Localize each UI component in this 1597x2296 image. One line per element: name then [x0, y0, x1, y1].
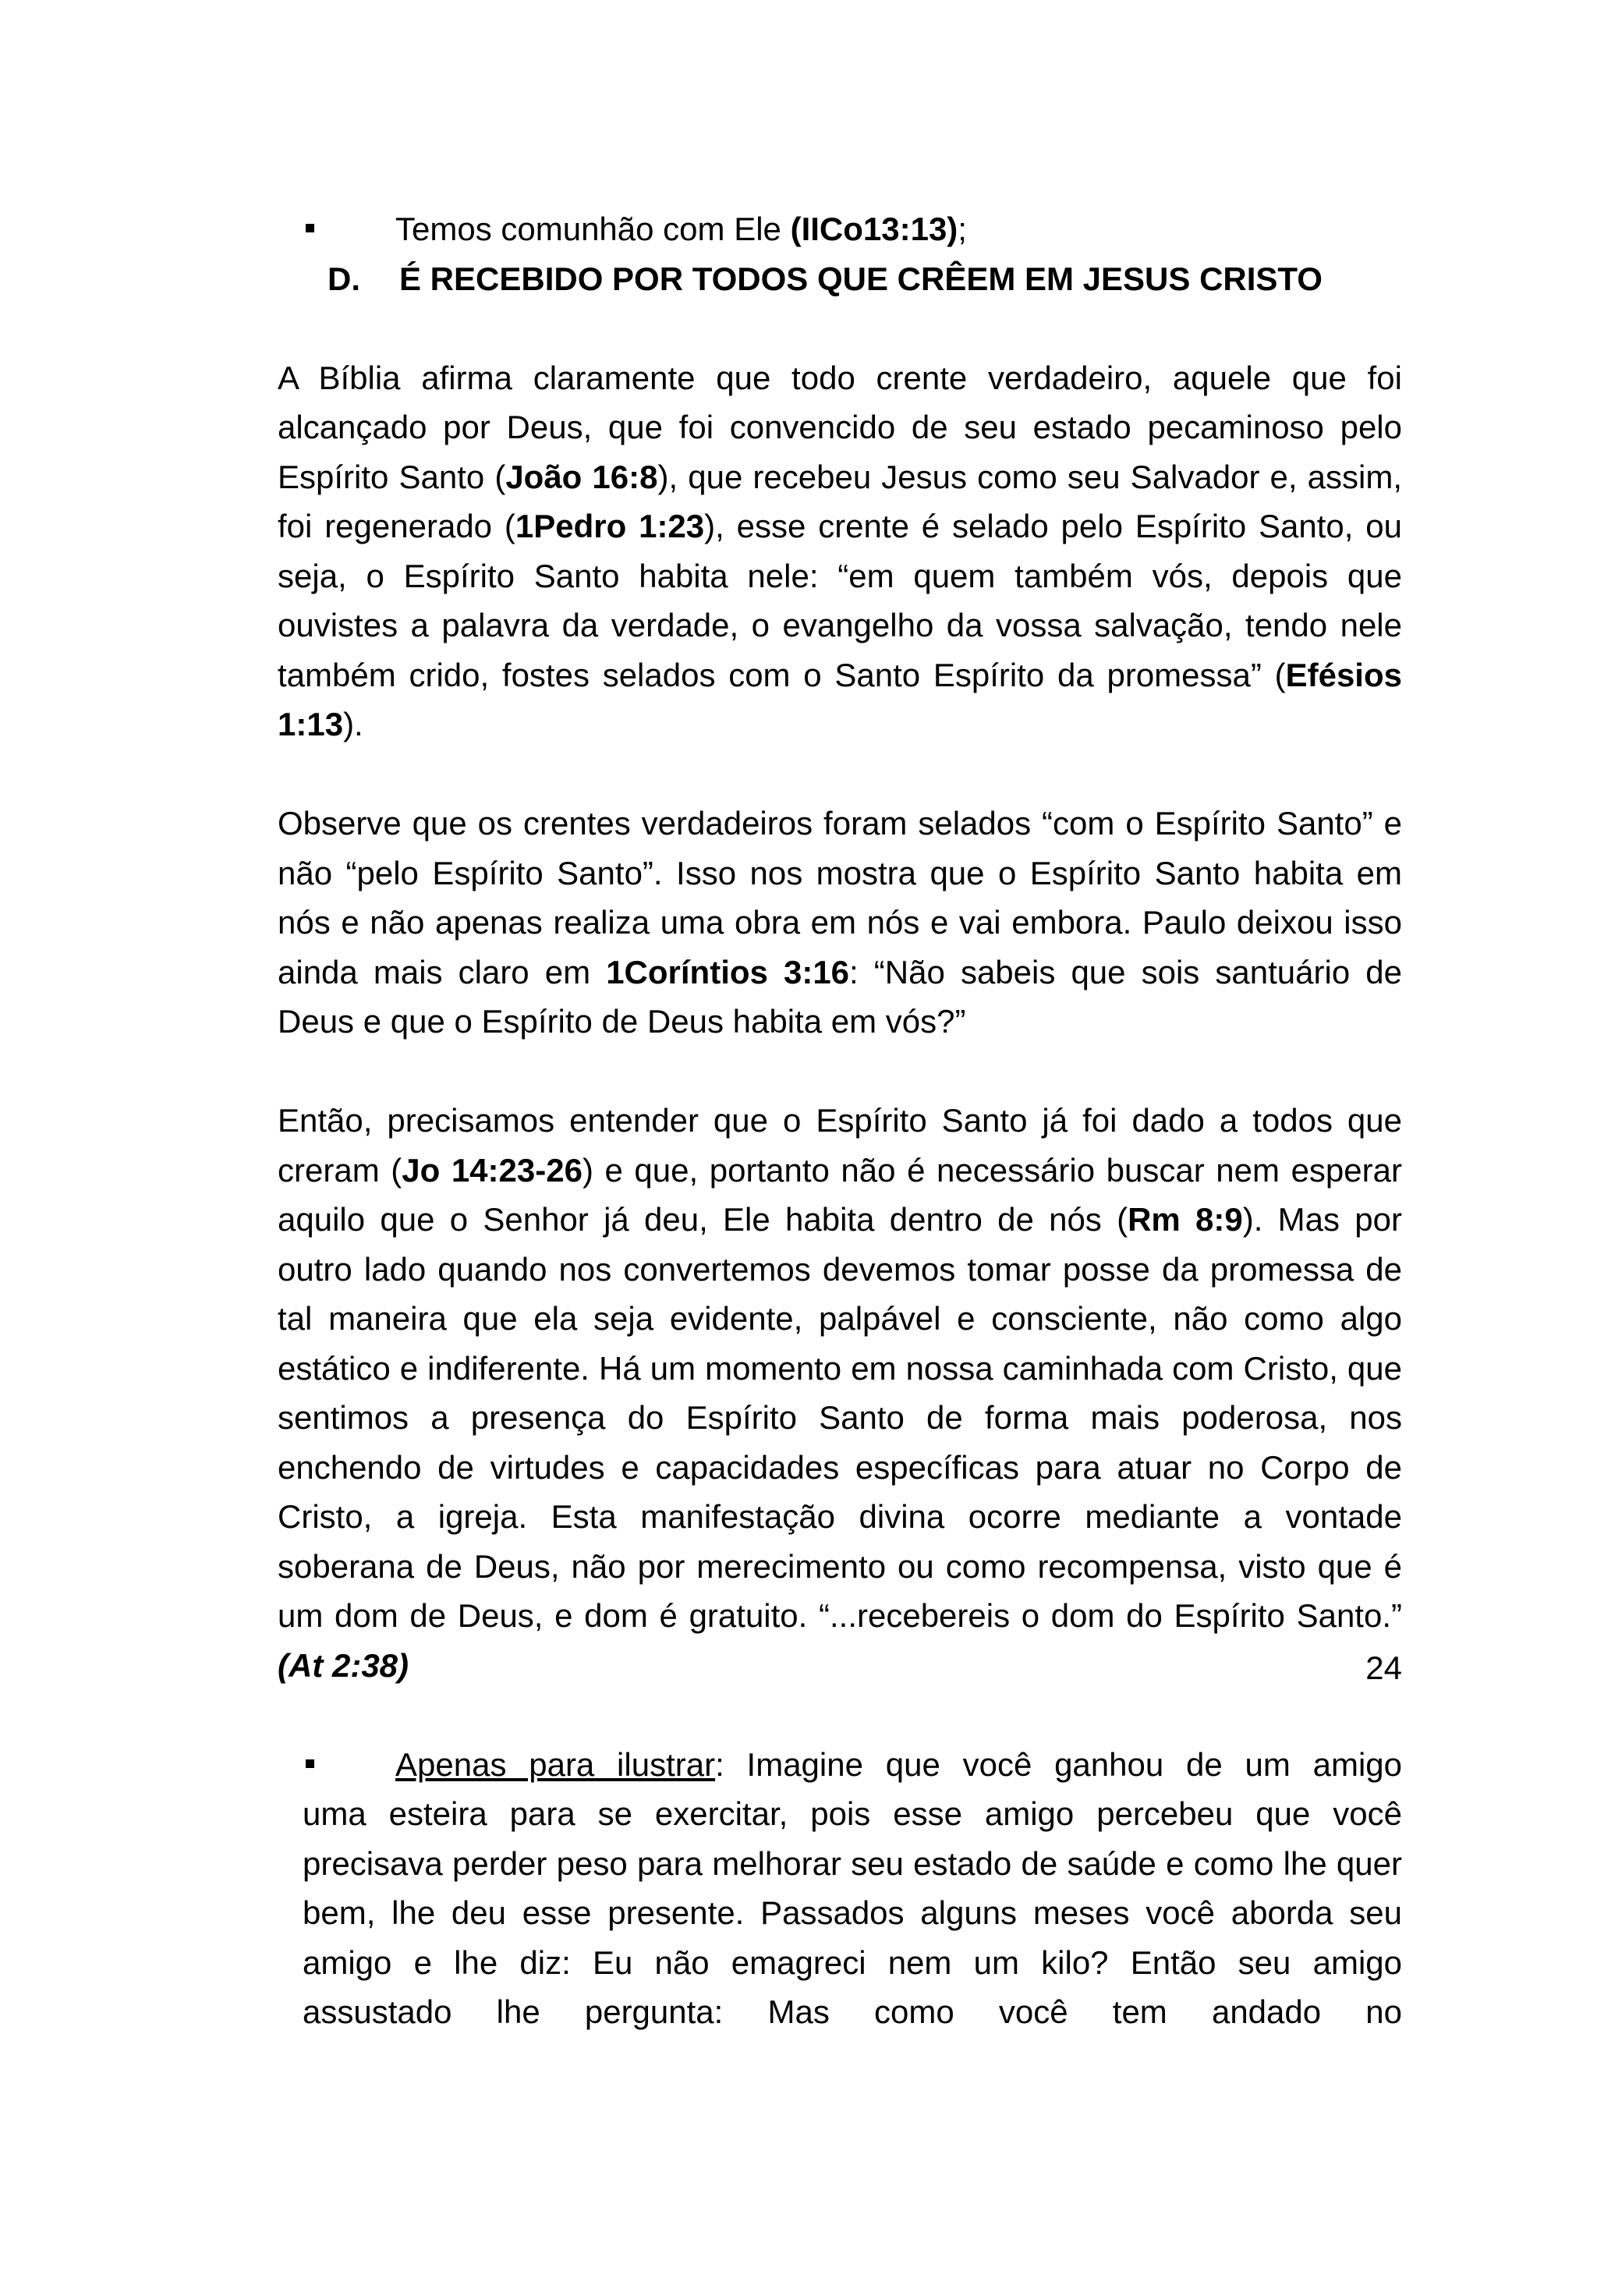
paragraph-text-run: ). [343, 706, 363, 742]
bible-reference: 1Pedro 1:23 [515, 508, 705, 544]
paragraph-gap [278, 1690, 1402, 1740]
bullet-text-main: Temos comunhão com Ele [395, 211, 791, 247]
paragraph-2 [278, 799, 1402, 1047]
bullet-item-illustration [303, 1740, 1402, 2037]
section-letter: D. [328, 260, 360, 297]
paragraph-text-run: A Bíblia afirma claramente que todo crente verdadeiro, aquele que foi alcançado por Deus, que foi convencido de seu estado pecaminoso pelo Espírito Santo ( [278, 359, 1402, 495]
bullet-item-communion [278, 204, 1402, 254]
paragraph-text-run: Então, precisamos entender que o Espírito Santo já foi dado a todos que creram ( [278, 1102, 1402, 1189]
bible-reference: Jo 14:23-26 [402, 1151, 582, 1189]
paragraph-text-run: ) e que, portanto não é necessário buscar nem esperar aquilo que o Senhor já deu, Ele habita dentro de nós ( [278, 1151, 1402, 1238]
section-title: É RECEBIDO POR TODOS QUE CRÊEM EM JESUS CRISTO [399, 260, 1323, 297]
paragraph-gap [278, 749, 1402, 799]
paragraph-text-run: Observe que os crentes verdadeiros foram selados “com o Espírito Santo” e não “pelo Espírito Santo”. Isso nos mostra que o Espírito Santo habita em nós e não apenas realiza uma obra em nós e vai embora. Paulo deixou isso ainda mais claro em [278, 805, 1402, 990]
paragraph-text-run: ). Mas por outro lado quando nos convertemos devemos tomar posse da promessa de tal maneira que ela seja evidente, palpável e consciente, não como algo estático e indiferente. Há um momento em nossa caminhada com Cristo, que sentimos a presença do Espírito Santo de forma mais poderosa, nos enchendo de virtudes e capacidades específicas para atuar no Corpo de Cristo, a igreja. Esta manifestação divina ocorre mediante a vontade soberana de Deus, não por merecimento ou como recompensa, visto que é um dom de Deus, e dom é gratuito. “...recebereis o dom do Espírito Santo.” [278, 1201, 1402, 1634]
paragraph-1 [278, 353, 1402, 749]
paragraph-gap [278, 303, 1402, 353]
illustration-text: uma esteira para se exercitar, pois esse amigo percebeu que você precisava perder peso para melhorar seu estado de saúde e como lhe quer bem, lhe deu esse presente. Passados alguns meses você aborda seu amigo e lhe diz: Eu não emagreci nem um kilo? Então seu amigo assustado lhe pergunta: Mas como você tem andado no [303, 1795, 1402, 2030]
square-bullet-icon [306, 224, 314, 232]
bible-reference: (IICo13:13) [790, 211, 958, 247]
illustration-label: Apenas para ilustrar [395, 1745, 716, 1783]
page-number: 24 [1365, 1649, 1402, 1686]
paragraph-gap [278, 1047, 1402, 1097]
bullet-text [395, 204, 967, 254]
bible-reference: Efésios 1:13 [278, 656, 1402, 742]
square-bullet-icon [306, 1759, 314, 1768]
paragraph-text-run: : “Não sabeis que sois santuário de Deus e que o Espírito de Deus habita em vós?” [278, 953, 1402, 1040]
page-content [278, 204, 1402, 2037]
section-heading [278, 254, 1402, 304]
paragraph-3 [278, 1096, 1402, 1690]
illustration-first-line [395, 1740, 1402, 1790]
bible-reference: Rm 8:9 [1128, 1201, 1243, 1238]
paragraph-text-run: ), que recebeu Jesus como seu Salvador e, assim, foi regenerado ( [278, 458, 1402, 544]
paragraph-text-run: ), esse crente é selado pelo Espírito Santo, ou seja, o Espírito Santo habita nele: “em quem também vós, depois que ouvistes a palavra da verdade, o evangelho da vossa salvação, tendo nele também crido, fostes selados com o Santo Espírito da promessa” ( [278, 508, 1402, 693]
bible-reference: (At 2:38) [278, 1646, 409, 1684]
bullet-text-tail: ; [958, 211, 967, 247]
bible-reference: 1Coríntios 3:16 [606, 953, 850, 990]
illustration-first-line-text: : Imagine que você ganhou de um amigo [715, 1745, 1403, 1783]
bible-reference: João 16:8 [505, 458, 658, 495]
